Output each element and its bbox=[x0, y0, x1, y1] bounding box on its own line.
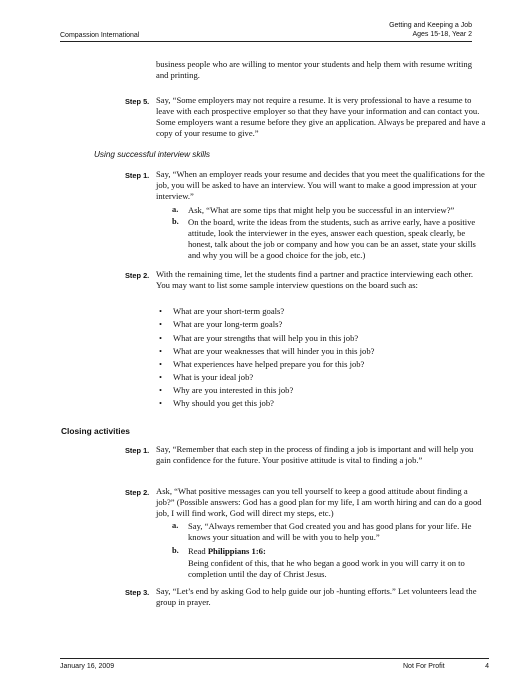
scripture-reference: Philippians 1:6: bbox=[207, 546, 266, 556]
interview-step-1-text: Say, “When an employer reads your resume and decides that you meet the qualifications for the job, you will be asked to have an interview. You will want to make a good impression at your interview.” bbox=[156, 169, 485, 202]
closing-step-1-text: Say, “Remember that each step in the process of finding a job is important and will help you gain confidence for the future. Your positive attitude is vital to finding a job.” bbox=[156, 444, 474, 466]
list-item: What are your strengths that will help you in this job? bbox=[173, 333, 359, 343]
footer-notice: Not For Profit bbox=[403, 663, 445, 670]
closing-step-2-text: Ask, “What positive messages can you tell yourself to keep a good attitude about finding a job?” (Possible answers: God has a good plan for my life, I am worth hiring and can do a good job, I will find work, God will direct my steps, etc.) bbox=[156, 486, 482, 519]
step-5-text: Say, “Some employers may not require a resume. It is very professional to have a resume to leave with each prospective employer so that they have your information and can contact you. Some employers want a resume before they give an application. Always be prepared and have a copy of your resume to give.” bbox=[156, 95, 486, 139]
header-title-block bbox=[389, 22, 472, 39]
intro-continuation: business people who are willing to mentor your students and help them with resume writing and printing. bbox=[156, 59, 473, 81]
list-item: What is your ideal job? bbox=[173, 372, 254, 382]
closing-step-2-label: Step 2. bbox=[125, 488, 150, 497]
interview-step-2-label: Step 2. bbox=[125, 271, 150, 280]
page-footer bbox=[60, 658, 489, 670]
closing-step-2-b-text bbox=[188, 546, 488, 557]
closing-activities-heading: Closing activities bbox=[61, 426, 130, 436]
interview-step-1-b-label: b. bbox=[172, 217, 179, 226]
closing-step-2-a-text: Say, “Always remember that God created you and has good plans for your life. He knows your situation and will be with you to help you.” bbox=[188, 521, 472, 543]
page-header bbox=[60, 18, 472, 42]
list-item: Why are you interested in this job? bbox=[173, 385, 294, 395]
document-title: Getting and Keeping a Job bbox=[389, 22, 472, 29]
organization-name: Compassion International bbox=[60, 32, 140, 39]
interview-skills-heading: Using successful interview skills bbox=[94, 150, 211, 159]
document-subtitle: Ages 15-18, Year 2 bbox=[412, 30, 472, 38]
interview-step-2-text: With the remaining time, let the students find a partner and practice interviewing each other. You may want to list some sample interview questions on the board such as: bbox=[156, 269, 474, 291]
closing-step-2-a-label: a. bbox=[172, 521, 179, 530]
bullet-icon: • bbox=[159, 346, 163, 356]
bullet-icon: • bbox=[159, 398, 163, 408]
read-instruction: Read bbox=[188, 546, 208, 556]
closing-step-3-text: Say, “Let’s end by asking God to help guide our job -hunting efforts.” Let volunteers lead the group in prayer. bbox=[156, 586, 477, 608]
list-item: What are your long-term goals? bbox=[173, 319, 283, 329]
footer-date: January 16, 2009 bbox=[60, 663, 115, 670]
closing-step-2-b-label: b. bbox=[172, 546, 179, 555]
scripture-quote: Being confident of this, that he who began a good work in you will carry it on to completion until the day of Christ Jesus. bbox=[188, 558, 465, 580]
closing-step-3-label: Step 3. bbox=[125, 588, 150, 597]
step-5-label: Step 5. bbox=[125, 97, 150, 106]
list-item: What are your weaknesses that will hinder you in this job? bbox=[173, 346, 375, 356]
bullet-icon: • bbox=[159, 319, 163, 329]
bullet-icon: • bbox=[159, 372, 163, 382]
bullet-icon: • bbox=[159, 333, 163, 343]
list-item: Why should you get this job? bbox=[173, 398, 274, 408]
interview-step-1-b-text: On the board, write the ideas from the students, such as arrive early, have a positive attitude, look the interviewer in the eyes, answer each question, speak clearly, be honest, talk about the job or company and how you can be an asset, state your skills and why you will be a good choice for the job, etc.) bbox=[188, 217, 476, 261]
page-number: 4 bbox=[485, 663, 489, 670]
bullet-icon: • bbox=[159, 385, 163, 395]
list-item: What experiences have helped prepare you for this job? bbox=[173, 359, 365, 369]
bullet-icon: • bbox=[159, 359, 163, 369]
bullet-icon: • bbox=[159, 306, 163, 316]
closing-step-1-label: Step 1. bbox=[125, 446, 150, 455]
interview-step-1-label: Step 1. bbox=[125, 171, 150, 180]
interview-step-1-a-label: a. bbox=[172, 205, 179, 214]
list-item: What are your short-term goals? bbox=[173, 306, 285, 316]
interview-step-1-a-text: Ask, “What are some tips that might help you be successful in an interview?” bbox=[188, 205, 455, 215]
